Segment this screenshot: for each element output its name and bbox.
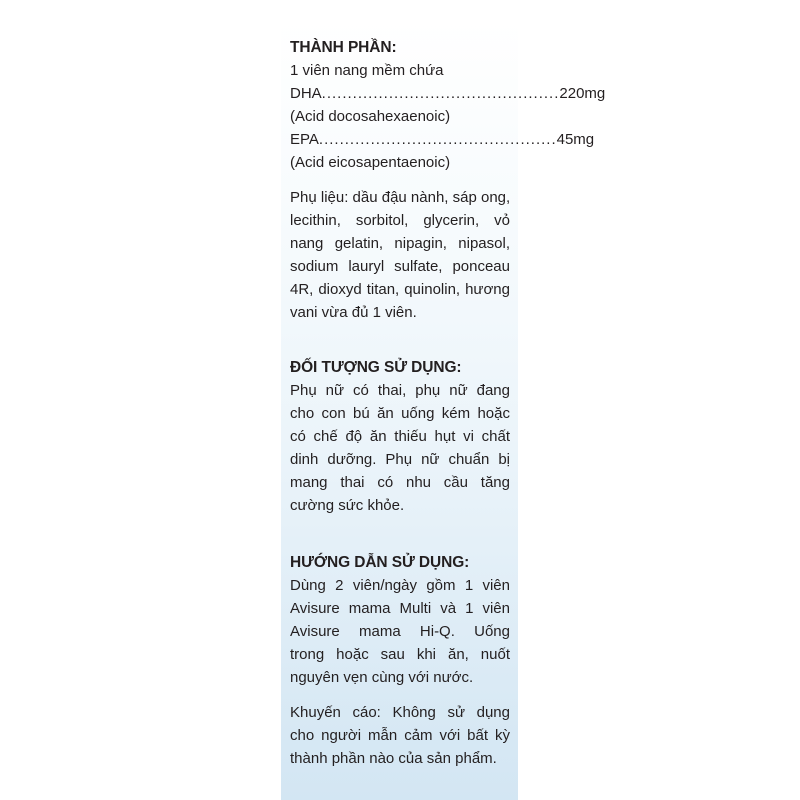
recommendation-line: cho người mẫn cảm với bất kỳ [290,727,510,744]
target-users-line: dinh dưỡng. Phụ nữ chuẩn bị [290,451,510,468]
epa-note: (Acid eicosapentaenoic) [290,154,451,171]
dha-dots: .............................................. [321,85,560,102]
recommendation-line: Khuyến cáo: Không sử dụng [290,704,510,721]
composition-section [290,36,606,174]
dha-amount: 220mg [559,85,606,102]
target-users-heading: ĐỐI TƯỢNG SỬ DỤNG: [290,359,462,376]
composition-intro: 1 viên nang mềm chứa [290,62,444,79]
epa-row [290,128,595,151]
recommendation-section [290,701,518,770]
epa-amount: 45mg [556,131,595,148]
target-users-line: có chế độ ăn thiếu hụt vi chất [290,428,510,445]
target-users-section [290,356,518,517]
target-users-line: cường sức khỏe. [290,497,405,514]
excipients-line: vani vừa đủ 1 viên. [290,304,417,321]
epa-dots: .............................................. [318,131,557,148]
excipients-section [290,186,518,324]
excipients-line: sodium lauryl sulfate, ponceau [290,258,510,275]
usage-line: trong hoặc sau khi ăn, nuốt [290,646,510,663]
dha-name: DHA [290,85,322,102]
dha-note: (Acid docosahexaenoic) [290,108,451,125]
target-users-line: mang thai có nhu cầu tăng [290,474,510,491]
excipients-line: nang gelatin, nipagin, nipasol, [290,235,510,252]
usage-line: Avisure mama Hi-Q. Uống [290,623,510,640]
usage-line: nguyên vẹn cùng với nước. [290,669,474,686]
excipients-line: lecithin, sorbitol, glycerin, vỏ [290,212,510,229]
product-label-panel [281,20,606,800]
excipients-line: Phụ liệu: dầu đậu nành, sáp ong, [290,189,511,206]
usage-line: Dùng 2 viên/ngày gồm 1 viên [290,577,510,594]
excipients-line: 4R, dioxyd titan, quinolin, hương [290,281,510,298]
usage-heading: HƯỚNG DẪN SỬ DỤNG: [290,554,470,571]
composition-heading: THÀNH PHẦN: [290,39,397,56]
epa-name: EPA [290,131,319,148]
usage-line: Avisure mama Multi và 1 viên [290,600,510,617]
dha-row [290,82,606,105]
usage-section [290,551,518,689]
recommendation-line: thành phần nào của sản phẩm. [290,750,497,767]
target-users-line: cho con bú ăn uống kém hoặc [290,405,510,422]
target-users-line: Phụ nữ có thai, phụ nữ đang [290,382,510,399]
